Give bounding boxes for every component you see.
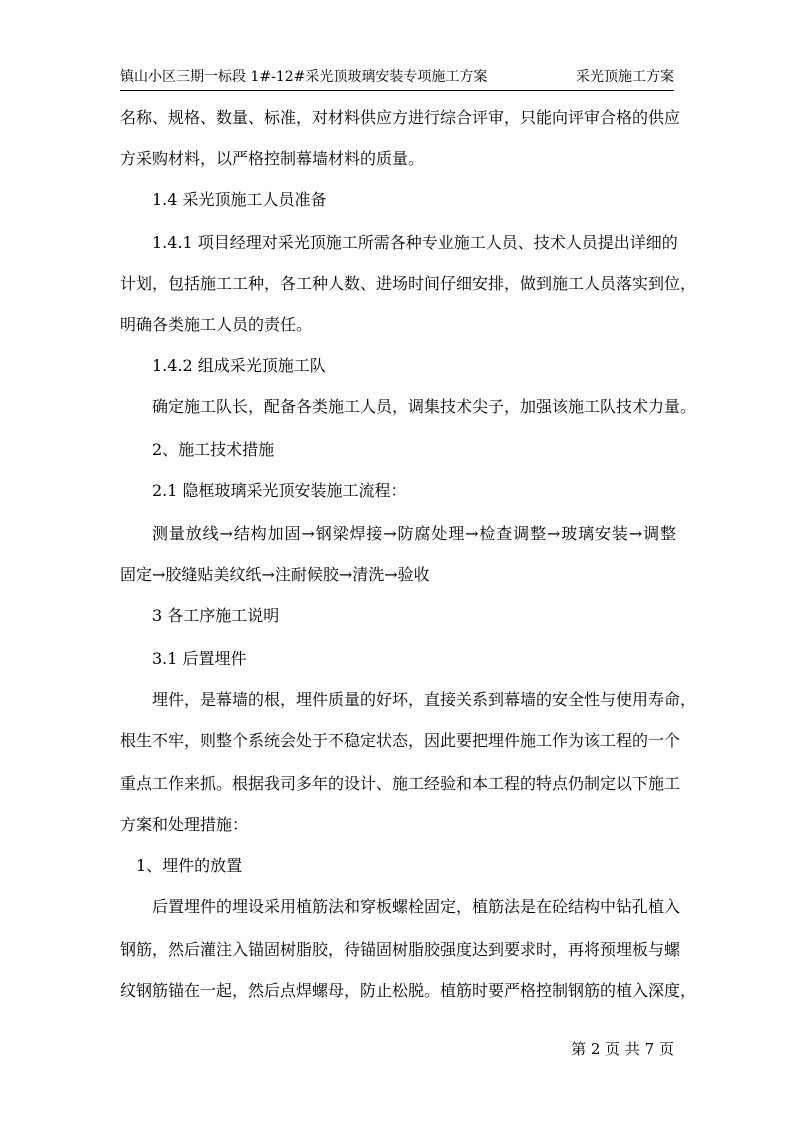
- body-line: 钢筋，然后灌注入锚固树脂胶，待锚固树脂胶强度达到要求时，再将预埋板与螺: [120, 940, 681, 959]
- section-heading: 1.4 采光顶施工人员准备: [152, 190, 327, 209]
- process-flow-line: 测量放线→结构加固→钢梁焊接→防腐处理→检查调整→玻璃安装→调整: [152, 524, 676, 543]
- page-header: [120, 64, 674, 91]
- body-line: 计划，包括施工工种，各工种人数、进场时间仔细安排，做到施工人员落实到位，: [120, 274, 697, 293]
- section-heading: 3.1 后置埋件: [152, 649, 247, 668]
- body-line: 名称、规格、数量、标准，对材料供应方进行综合评审，只能向评审合格的供应: [120, 108, 681, 127]
- body-line: 1.4.1 项目经理对采光顶施工所需各种专业施工人员、技术人员提出详细的: [152, 233, 678, 252]
- process-flow-line: 固定→胶缝贴美纹纸→注耐候胶→清洗→验收: [120, 565, 430, 584]
- body-line: 后置埋件的埋设采用植筋法和穿板螺栓固定，植筋法是在砼结构中钻孔植入: [152, 897, 681, 916]
- page-number-footer: 第 2 页 共 7 页: [571, 1040, 674, 1058]
- body-line: 方采购材料，以严格控制幕墙材料的质量。: [120, 149, 425, 168]
- section-heading: 2、施工技术措施: [152, 440, 275, 459]
- header-section-title: 采光顶施工方案: [576, 69, 674, 85]
- section-heading: 3 各工序施工说明: [152, 606, 280, 625]
- body-line: 确定施工队长，配备各类施工人员，调集技术尖子，加强该施工队技术力量。: [152, 397, 697, 416]
- body-line: 埋件，是幕墙的根，埋件质量的好坏，直接关系到幕墙的安全性与使用寿命，: [152, 690, 697, 709]
- section-heading: 1、埋件的放置: [136, 856, 243, 875]
- header-document-title: 镇山小区三期一标段 1#-12#采光顶玻璃安装专项施工方案: [120, 69, 488, 85]
- body-line: 重点工作来抓。根据我司多年的设计、施工经验和本工程的特点仍制定以下施工: [120, 774, 681, 793]
- section-heading: 1.4.2 组成采光顶施工队: [152, 356, 326, 375]
- body-line: 纹钢筋锚在一起，然后点焊螺母，防止松脱。植筋时要严格控制钢筋的植入深度，: [120, 981, 697, 1000]
- section-heading: 2.1 隐框玻璃采光顶安装施工流程：: [152, 481, 407, 500]
- body-line: 方案和处理措施：: [120, 815, 249, 834]
- body-line: 明确各类施工人员的责任。: [120, 315, 313, 334]
- body-line: 根生不牢，则整个系统会处于不稳定状态，因此要把埋件施工作为该工程的一个: [120, 731, 681, 750]
